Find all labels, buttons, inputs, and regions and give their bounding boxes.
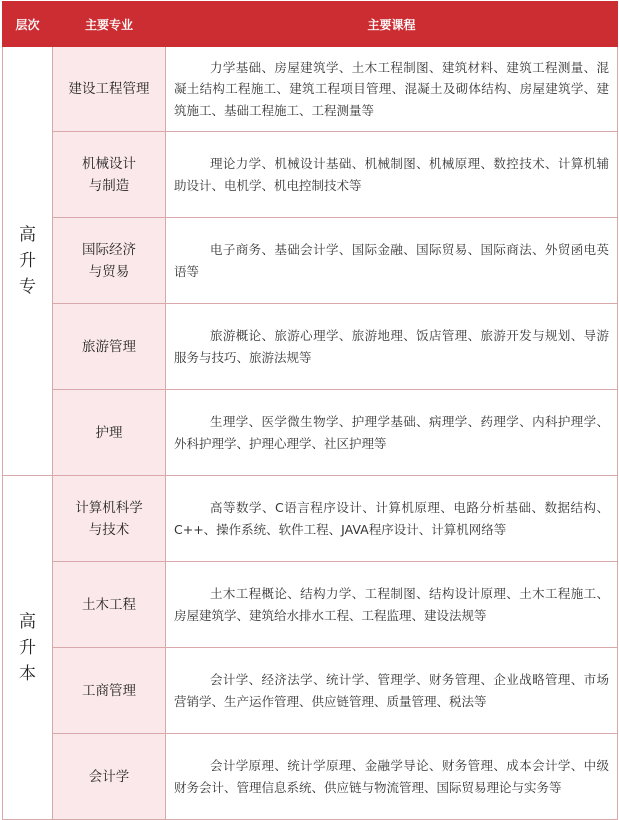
level-cell-gaoshengben — [3, 476, 53, 820]
major-name: 计算机科学 — [75, 499, 143, 516]
level-char: 本 — [19, 663, 36, 684]
courses-cell — [166, 132, 618, 218]
level-char: 高 — [19, 611, 36, 632]
courses-text: 力学基础、房屋建筑学、土木工程制图、建筑材料、建筑工程测量、混凝土结构工程施工、建筑工程项目管理、混凝土及砌体结构、房屋建筑学、建筑施工、基础工程施工、工程测量等 — [174, 59, 609, 118]
table-row — [3, 476, 618, 562]
major-name: 与技术 — [88, 521, 130, 538]
major-cell — [53, 476, 166, 562]
major-name: 土木工程 — [82, 596, 136, 613]
table-row — [3, 562, 618, 648]
courses-text: 土木工程概论、结构力学、工程制图、结构设计原理、土木工程施工、房屋建筑学、建筑给水排水工程、工程监理、建设法规等 — [174, 586, 609, 623]
major-name: 机械设计 — [82, 155, 136, 172]
major-cell — [53, 47, 166, 132]
major-cell — [53, 218, 166, 304]
courses-cell — [166, 562, 618, 648]
courses-text: 旅游概论、旅游心理学、旅游地理、饭店管理、旅游开发与规划、导游服务与技巧、旅游法规等 — [174, 328, 609, 365]
header-major: 主要专业 — [53, 2, 166, 47]
level-char: 高 — [19, 225, 36, 245]
courses-cell — [166, 648, 618, 734]
level-char: 升 — [19, 251, 36, 271]
courses-cell — [166, 734, 618, 820]
table-row — [3, 47, 618, 132]
table-row — [3, 304, 618, 390]
header-level: 层次 — [3, 2, 53, 47]
courses-text: 生理学、医学微生物学、护理学基础、病理学、药理学、内科护理学、外科护理学、护理心理学、社区护理等 — [174, 414, 609, 451]
major-cell — [53, 390, 166, 476]
courses-cell — [166, 218, 618, 304]
course-table-container — [2, 1, 617, 820]
course-table — [2, 1, 618, 820]
major-name: 旅游管理 — [82, 338, 136, 355]
courses-cell — [166, 304, 618, 390]
major-cell — [53, 132, 166, 218]
major-name: 与贸易 — [88, 263, 130, 280]
major-name: 会计学 — [88, 768, 130, 785]
courses-text: 理论力学、机械设计基础、机械制图、机械原理、数控技术、计算机辅助设计、电机学、机电控制技术等 — [174, 156, 609, 193]
major-name: 国际经济 — [82, 241, 136, 258]
major-name: 工商管理 — [82, 682, 136, 699]
major-name: 与制造 — [88, 177, 130, 194]
major-cell — [53, 734, 166, 820]
level-char: 专 — [19, 277, 36, 297]
table-row — [3, 132, 618, 218]
courses-cell — [166, 476, 618, 562]
major-cell — [53, 562, 166, 648]
table-header-row — [3, 2, 618, 47]
major-cell — [53, 304, 166, 390]
major-name: 建设工程管理 — [68, 81, 150, 97]
major-cell — [53, 648, 166, 734]
courses-text: 高等数学、C语言程序设计、计算机原理、电路分析基础、数据结构、C++、操作系统、软件工程、JAVA程序设计、计算机网络等 — [174, 500, 609, 537]
courses-text: 会计学、经济法学、统计学、管理学、财务管理、企业战略管理、市场营销学、生产运作管理、供应链管理、质量管理、税法等 — [174, 672, 609, 709]
table-row — [3, 218, 618, 304]
header-courses: 主要课程 — [166, 2, 618, 47]
courses-cell — [166, 47, 618, 132]
major-name: 护理 — [95, 424, 123, 441]
courses-cell — [166, 390, 618, 476]
level-char: 升 — [19, 637, 36, 658]
table-row — [3, 734, 618, 820]
courses-text: 电子商务、基础会计学、国际金融、国际贸易、国际商法、外贸函电英语等 — [174, 242, 609, 279]
courses-text: 会计学原理、统计学原理、金融学导论、财务管理、成本会计学、中级财务会计、管理信息系统、供应链与物流管理、国际贸易理论与实务等 — [174, 758, 609, 795]
table-row — [3, 648, 618, 734]
table-row — [3, 390, 618, 476]
level-cell-gaoshengzhuan — [3, 47, 53, 476]
